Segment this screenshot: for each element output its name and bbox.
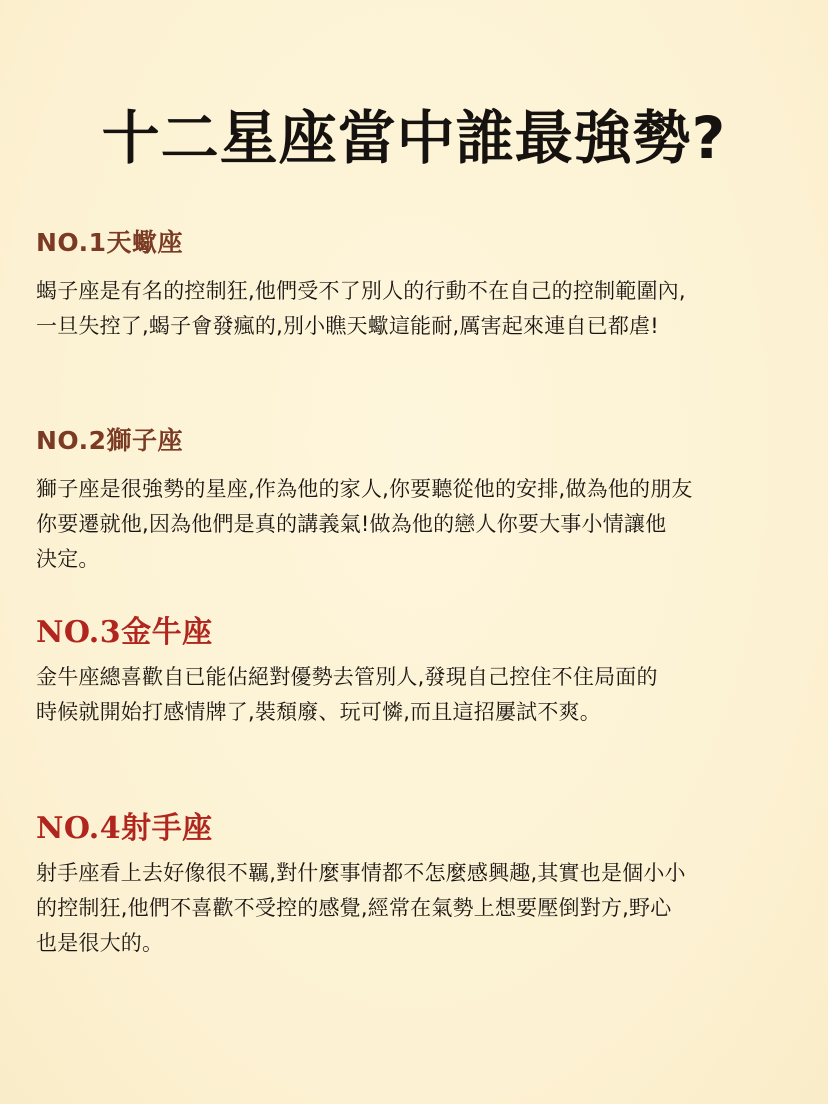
section-body (36, 660, 806, 730)
section-sagittarius (36, 810, 806, 961)
section-heading: NO.1天蠍座 (36, 228, 184, 257)
section-taurus (36, 614, 806, 730)
body-line: 也是很大的。 (36, 931, 164, 955)
body-line: 金牛座總喜歡自已能佔絕對優勢去管別人,發現自己控住不住局面的 (36, 665, 658, 689)
section-scorpio (36, 226, 806, 344)
body-line: 獅子座是很強勢的星座,作為他的家人,你要聽從他的安排,做為他的朋友 (36, 477, 693, 501)
body-line: 射手座看上去好像很不羈,對什麼事情都不怎麼感興趣,其實也是個小小 (36, 861, 686, 885)
section-body (36, 472, 806, 577)
section-body (36, 274, 806, 344)
section-heading: NO.2獅子座 (36, 426, 184, 455)
section-heading: NO.3金牛座 (36, 615, 213, 650)
section-body (36, 856, 806, 961)
section-heading: NO.4射手座 (36, 811, 213, 846)
body-line: 時候就開始打感情牌了,裝頹廢、玩可憐,而且這招屢試不爽。 (36, 700, 601, 724)
body-line: 蝎子座是有名的控制狂,他們受不了別人的行動不在自己的控制範圍內, (36, 279, 686, 303)
body-line: 決定。 (36, 547, 100, 571)
page-title: 十二星座當中誰最強勢? (101, 104, 727, 172)
body-line: 一旦失控了,蝎子會發瘋的,別小瞧天蠍這能耐,厲害起來連自已都虐! (36, 314, 659, 338)
body-line: 的控制狂,他們不喜歡不受控的感覺,經常在氣勢上想要壓倒對方,野心 (36, 896, 672, 920)
section-leo (36, 424, 806, 577)
body-line: 你要遷就他,因為他們是真的講義氣!做為他的戀人你要大事小情讓他 (36, 512, 667, 536)
